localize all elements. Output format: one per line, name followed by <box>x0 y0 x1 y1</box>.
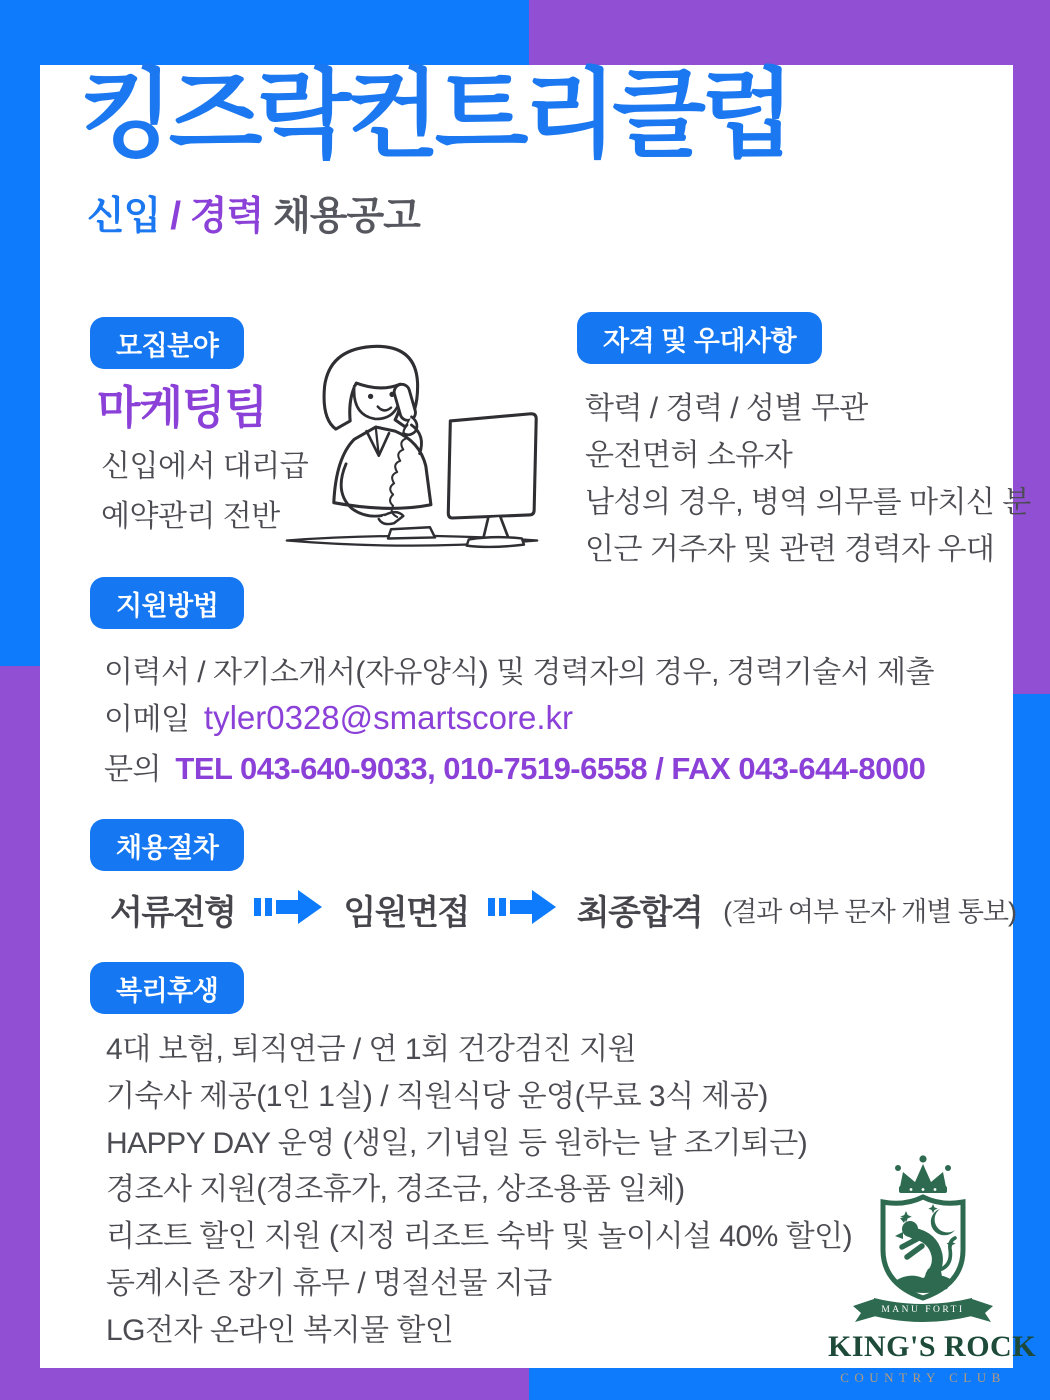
apply-document-line: 이력서 / 자기소개서(자유양식) 및 경력자의 경우, 경력기술서 제출 <box>104 656 934 689</box>
benefit-item: 기숙사 제공(1인 1실) / 직원식당 운영(무료 3식 제공) <box>106 1079 768 1113</box>
benefits-list <box>106 1027 852 1355</box>
subtitle-rest: 채용공고 <box>273 195 420 238</box>
process-note: (결과 여부 문자 개별 통보) <box>723 897 1016 927</box>
apply-contact-line <box>104 744 925 788</box>
email-address: tyler0328@smartscore.kr <box>203 699 574 736</box>
subtitle-slash: / <box>170 195 181 238</box>
benefit-item: 동계시즌 장기 휴무 / 명절선물 지급 <box>106 1266 552 1300</box>
kings-rock-logo <box>828 1153 1037 1386</box>
process-step: 최종합격 <box>576 894 703 932</box>
subtitle-career: 경력 <box>189 195 264 238</box>
benefit-item: LG전자 온라인 복지물 할인 <box>106 1313 454 1347</box>
logo-motto: MANU FORTI <box>881 1305 965 1315</box>
logo-name: KING'S ROCK <box>828 1330 1037 1363</box>
contact-numbers: TEL 043-640-9033, 010-7519-6558 / FAX 043-644-8000 <box>175 751 926 786</box>
apply-section-badge: 지원방법 <box>90 577 244 629</box>
recruit-line: 예약관리 전반 <box>101 500 280 533</box>
qualification-item: 남성의 경우, 병역 의무를 마치신 분 <box>585 486 1031 519</box>
subtitle-new: 신입 <box>87 195 161 238</box>
qualifications-list <box>585 385 1031 573</box>
email-label: 이메일 <box>104 703 190 736</box>
process-step: 서류전형 <box>110 894 236 932</box>
process-flow <box>110 885 1016 934</box>
flow-arrow-icon <box>254 888 324 931</box>
recruit-line: 신입에서 대리급 <box>101 450 309 483</box>
process-step: 임원면접 <box>343 894 469 932</box>
process-section-badge: 채용절차 <box>90 819 244 871</box>
benefit-item: 4대 보험, 퇴직연금 / 연 1회 건강검진 지원 <box>106 1033 637 1066</box>
poster-subtitle <box>87 185 420 241</box>
benefit-item: HAPPY DAY 운영 (생일, 기념일 등 원하는 날 조기퇴근) <box>106 1126 808 1160</box>
qualification-item: 학력 / 경력 / 성별 무관 <box>585 392 868 425</box>
contact-label: 문의 <box>104 753 161 786</box>
qualification-item: 인근 거주자 및 관련 경력자 우대 <box>585 533 995 566</box>
recruit-team-name: 마케팅팀 <box>97 382 267 433</box>
kings-rock-crest-icon <box>843 1153 1003 1325</box>
recruit-section-badge: 모집분야 <box>90 317 244 369</box>
poster-card <box>40 60 1037 1385</box>
qualification-item: 운전면허 소유자 <box>585 439 793 472</box>
apply-email-line <box>104 694 573 738</box>
poster-title: 킹즈락컨트리클럽 <box>80 60 790 169</box>
benefit-item: 리조트 할인 지원 (지정 리조트 숙박 및 놀이시설 40% 할인) <box>106 1220 853 1254</box>
flow-arrow-icon <box>488 888 558 931</box>
benefits-section-badge: 복리후생 <box>90 962 244 1014</box>
qualifications-section-badge: 자격 및 우대사항 <box>577 312 822 364</box>
logo-subname: COUNTRY CLUB <box>840 1370 1006 1385</box>
benefit-item: 경조사 지원(경조휴가, 경조금, 상조용품 일체) <box>106 1173 685 1207</box>
woman-on-phone-illustration <box>276 333 548 568</box>
